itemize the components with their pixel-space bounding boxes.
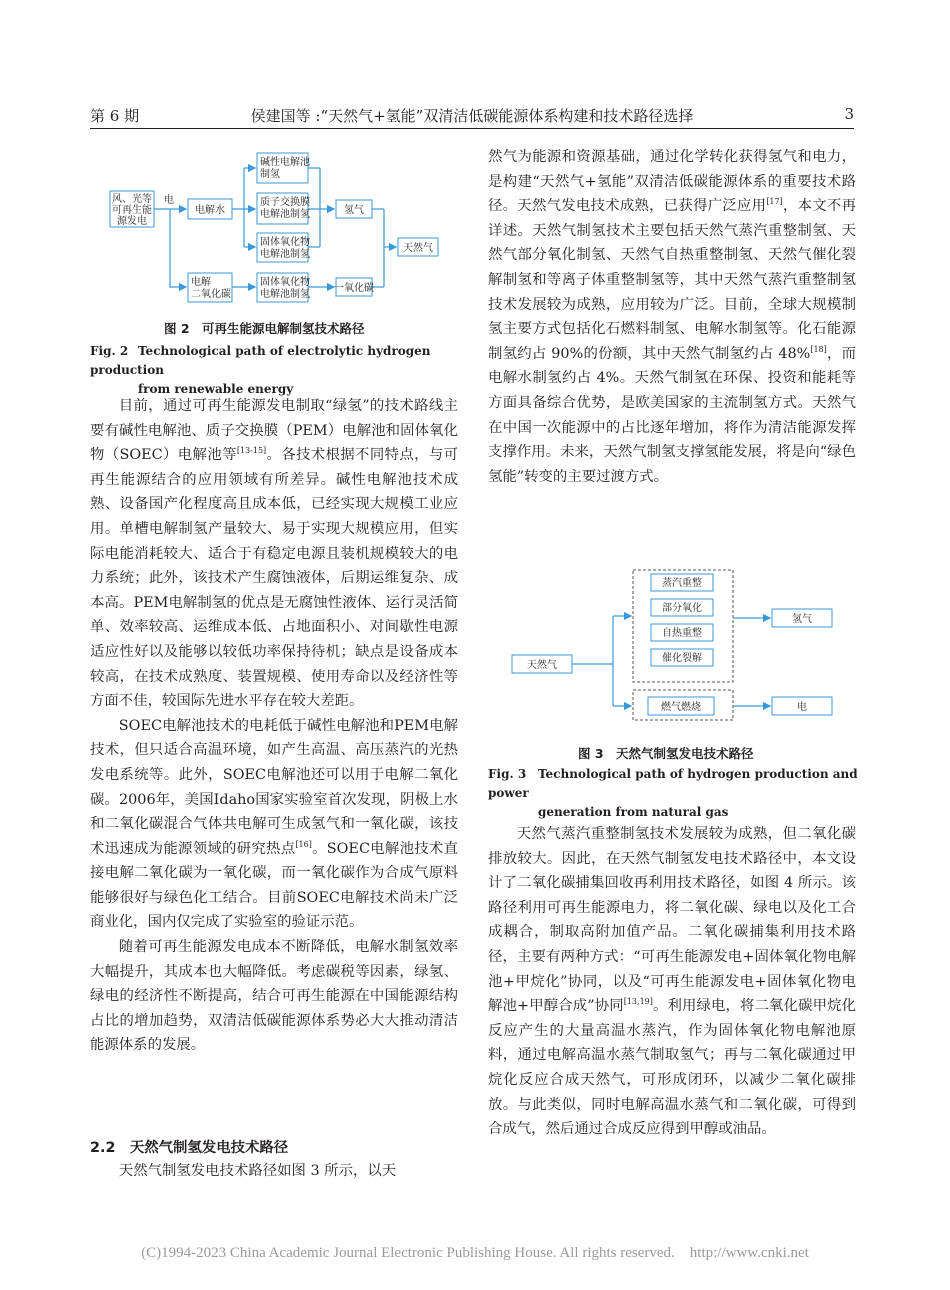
right-paragraph-2: 天然气蒸汽重整制氢技术发展较为成熟，但二氧化碳排放较大。因此，在天然气制氢发电技术路径中，本文设计了二氧化碳捕集回收再利用技术路径，如图 4 所示。该路径利用可再生能源电力，将二氧化碳、绿电以及化工合成耦合，制取高附加值产品。二氧化碳捕集利用技术路径，主要有两种方式：“可再生能源发电+固体氧化物电解池+甲烷化”协同，以及“可再生能源发电+固体氧化物电解池+甲醇合成”协同[13,19]。利用绿电，将二氧化碳甲烷化反应产生的大量高温水蒸汽，作为固体氧化物电解池原料，通过电解高温水蒸气制取氢气；再与二氧化碳通过甲烷化反应合成天然气，可形成闭环，以减少二氧化碳排放。与此类似，同时电解高温水蒸气和二氧化碳，可得到合成气，然后通过合成反应得到甲醇或油品。 <box>488 826 856 1138</box>
text-autothermal: 自热重整 <box>662 628 702 639</box>
text-carbon-monoxide: 一氧化碳 <box>334 283 374 294</box>
left-paragraph-2: SOEC电解池技术的电耗低于碱性电解池和PEM电解技术，但只适合高温环境，如产生高温、高压蒸汽的光热发电系统等。此外，SOEC电解池还可以用于电解二氧化碳。2006年，美国Idaho国家实验室首次发现，阴极上水和二氧化碳混合气体共电解可生成氢气和一氧化碳，该技术迅速成为能源领域的研究热点[16]。SOEC电解池技术直接电解二氧化碳为一氧化碳，而一氧化碳作为合成气原料能够很好与绿色化工结合。目前SOEC电解技术尚未广泛商业化，国内仅完成了实验室的验证示范。 <box>90 717 458 931</box>
figure-3-caption-en-line2: generation from natural gas <box>538 805 729 819</box>
left-paragraph-1: 目前，通过可再生能源发电制取“绿氢”的技术路线主要有碱性电解池、质子交换膜（PEM）电解池和固体氧化物（SOEC）电解池等[13-15]。各技术根据不同特点，与可再生能源结合的应用领域有所差异。碱性电解池技术成熟、设备国产化程度高且成本低，已经实现大规模工业应用。单槽电解制氢产量较大、易于实现大规模应用，但实际电能消耗较大、适合于有稳定电源且装机规模较大的电力系统；此外，该技术产生腐蚀液体，后期运维复杂、成本高。PEM电解制氢的优点是无腐蚀性液体、运行灵活简单、效率较高、运维成本低、占地面积小、对间歇性电源适应性好以及能够以较低功率保持待机；缺点是设备成本较高，在技术成熟度、装置规模、使用寿命以及经济性等方面不佳，较国际先进水平存在较大差距。 <box>90 398 458 710</box>
left-paragraph-3: 随着可再生能源发电成本不断降低，电解水制氢效率大幅提升，其成本也大幅降低。考虑碳税等因素，绿氢、绿电的经济性不断提高，结合可再生能源在中国能源结构占比的增加趋势，双清洁低碳能源体系势必大大推动清洁能源体系的发展。 <box>90 939 458 1054</box>
figure-2-caption-cn: 图 2 可再生能源电解制氢技术路径 <box>164 321 365 336</box>
text-partial-oxidation: 部分氧化 <box>662 603 702 614</box>
text-gas-combustion: 燃气燃烧 <box>661 702 701 713</box>
figure-3-caption-en <box>488 765 860 822</box>
left-column-body <box>90 394 458 1058</box>
text-alkaline-2: 制氢 <box>260 169 280 180</box>
text-natural-gas: 天然气 <box>403 243 433 254</box>
figure-3-caption-en-line1: Technological path of hydrogen production and power <box>488 767 858 800</box>
header-rule <box>90 128 854 129</box>
running-header <box>90 105 854 129</box>
text-steam-reforming: 蒸汽重整 <box>662 578 702 589</box>
figure-2-diagram <box>108 148 440 308</box>
figure-2-caption-en <box>90 342 460 399</box>
label-electricity: 电 <box>164 195 174 206</box>
issue-number: 第 6 期 <box>90 107 140 125</box>
citation: [18] <box>810 344 827 354</box>
running-title: 侯建国等 :“天然气+氢能”双清洁低碳能源体系构建和技术路径选择 <box>250 107 694 125</box>
figure-3-diagram <box>508 566 838 726</box>
text-pem-1: 质子交换膜 <box>260 197 310 208</box>
figure-2-caption-en-line1: Technological path of electrolytic hydrogen production <box>90 344 431 377</box>
section-heading-2-2: 2.2 天然气制氢发电技术路径 <box>90 1140 289 1156</box>
text-renewable-3: 源发电 <box>117 216 147 227</box>
text-co2-1: 电解 <box>191 277 211 288</box>
text-electrolyze-water: 电解水 <box>195 205 225 216</box>
figure-3-label: Fig. 3 <box>488 767 527 781</box>
figure-3-caption-cn: 图 3 天然气制氢发电技术路径 <box>578 746 754 761</box>
text-natural-gas-source: 天然气 <box>527 660 557 671</box>
text-pem-2: 电解池制氢 <box>260 209 310 220</box>
text-soec-co-2: 电解池制氢 <box>260 289 310 300</box>
citation: [13,19] <box>623 997 653 1007</box>
left-column-tail <box>90 1159 458 1184</box>
text-alkaline-1: 碱性电解池 <box>260 157 310 168</box>
right-column-body-bottom <box>488 822 856 1142</box>
right-paragraph-1: 然气为能源和资源基础，通过化学转化获得氢气和电力，是构建“天然气+氢能”双清洁低碳能源体系的重要技术路径。天然气发电技术成熟，已获得广泛应用[17]，本文不再详述。天然气制氢技术主要包括天然气蒸汽重整制氢、天然气部分氧化制氢、天然气自热重整制氢、天然气催化裂解制氢和等离子体重整制氢等，其中天然气蒸汽重整制氢技术发展较为成熟，应用较为广泛。目前，全球大规模制氢主要方式包括化石燃料制氢、电解水制氢等。化石能源制氢约占 90%的份额，其中天然气制氢约占 48%[18]，而电解水制氢约占 4%。天然气制氢在环保、投资和能耗等方面具备综合优势，是欧美国家的主流制氢方式。天然气在中国一次能源中的占比逐年增加，将作为清洁能源发挥支撑作用。未来，天然气制氢支撑氢能发展，将是向“绿色氢能”转变的主要过渡方式。 <box>488 149 856 485</box>
text-hydrogen-out: 氢气 <box>792 614 812 625</box>
right-column-body-top <box>488 145 856 489</box>
figure-2-label: Fig. 2 <box>90 344 129 358</box>
figure-2-caption-en-line2: from renewable energy <box>138 382 294 396</box>
text-co2-2: 二氧化碳 <box>191 289 231 300</box>
copyright-footer: (C)1994-2023 China Academic Journal Electronic Publishing House. All rights reserved. http://www.cnki.net <box>141 1245 809 1261</box>
text-soec-h2-2: 电解池制氢 <box>260 249 310 260</box>
citation: [13-15] <box>236 446 267 456</box>
text-renewable-1: 风、光等 <box>112 194 152 205</box>
text-soec-h2-1: 固体氧化物 <box>260 237 310 248</box>
arrow-source-to-co2 <box>170 209 186 287</box>
text-hydrogen: 氢气 <box>344 205 364 216</box>
left-paragraph-4: 天然气制氢发电技术路径如图 3 所示，以天 <box>118 1163 397 1179</box>
text-renewable-2: 可再生能 <box>112 205 152 216</box>
citation: [17] <box>766 197 783 207</box>
text-catalytic-cracking: 催化裂解 <box>662 653 702 664</box>
page-number: 3 <box>844 105 854 123</box>
text-electricity-out: 电 <box>797 702 807 713</box>
text-soec-co-1: 固体氧化物 <box>260 277 310 288</box>
citation: [16] <box>295 839 312 849</box>
